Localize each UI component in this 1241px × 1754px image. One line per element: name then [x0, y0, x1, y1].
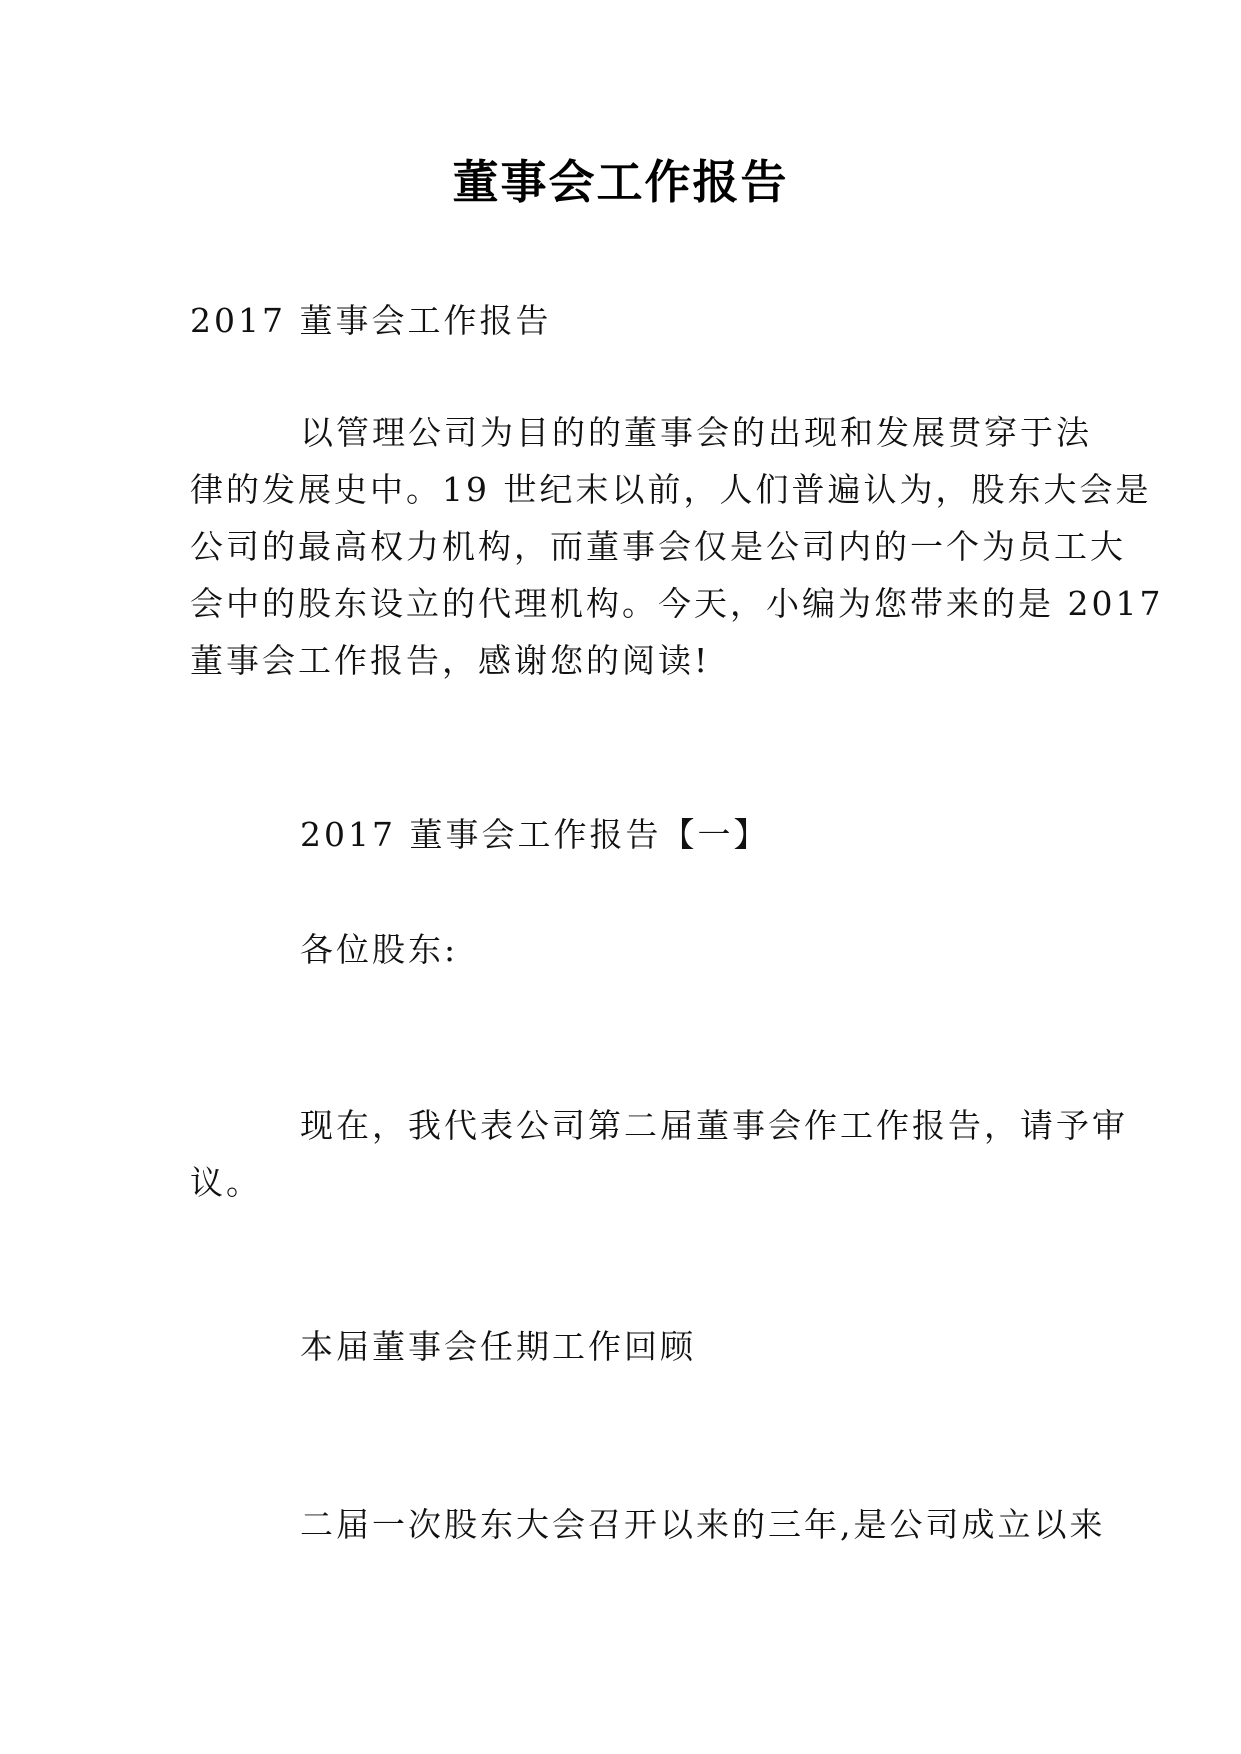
document-subtitle: 2017 董事会工作报告 [190, 301, 552, 340]
statement-paragraph [190, 1097, 1128, 1211]
intro-line: 公司的最高权力机构，而董事会仅是公司内的一个为员工大 [190, 527, 1126, 566]
intro-line: 董事会工作报告，感谢您的阅读! [190, 641, 711, 680]
salutation: 各位股东: [300, 930, 459, 969]
intro-line: 以管理公司为目的的董事会的出现和发展贯穿于法 [300, 413, 1092, 452]
closing-line: 二届一次股东大会召开以来的三年,是公司成立以来 [300, 1505, 1106, 1544]
document-title: 董事会工作报告 [452, 155, 789, 209]
section-heading: 2017 董事会工作报告【一】 [300, 815, 770, 854]
review-heading: 本届董事会任期工作回顾 [300, 1327, 696, 1366]
statement-line: 议。 [190, 1163, 262, 1202]
intro-line: 会中的股东设立的代理机构。今天，小编为您带来的是 2017 [190, 584, 1164, 623]
intro-paragraph [190, 404, 1164, 689]
statement-line: 现在，我代表公司第二届董事会作工作报告，请予审 [300, 1106, 1128, 1145]
intro-line: 律的发展史中。19 世纪末以前，人们普遍认为，股东大会是 [190, 470, 1152, 509]
